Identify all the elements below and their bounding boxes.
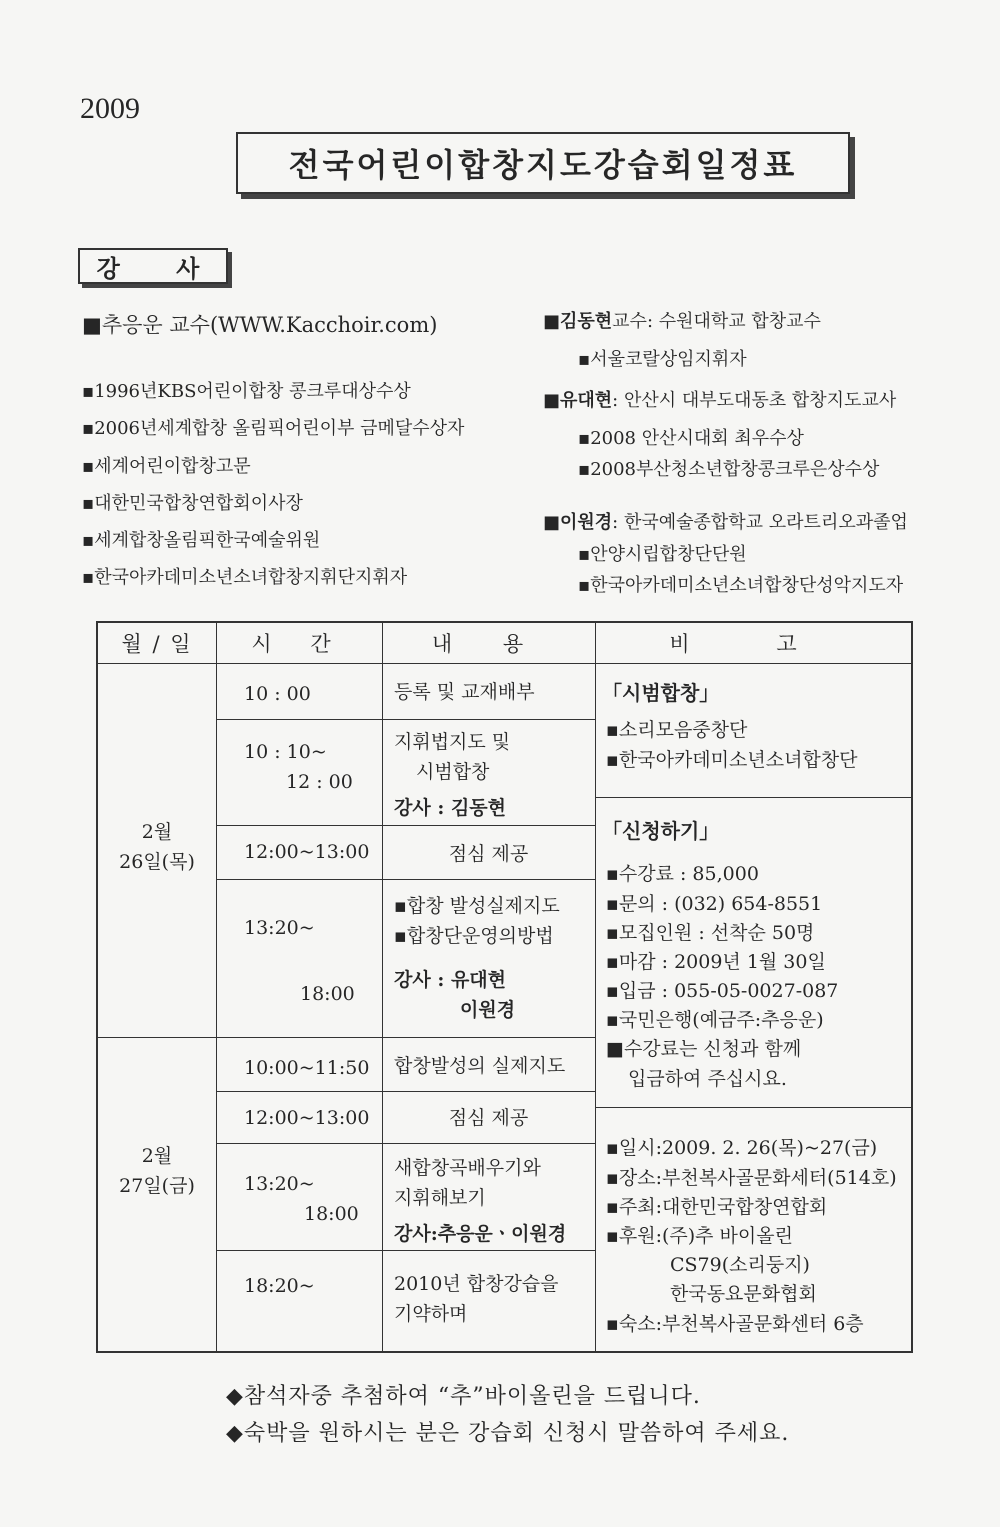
day1-month: 2월 (141, 821, 173, 843)
row-content: 등록 및 교재배부 (394, 681, 535, 703)
footer-note: ◆참석자중 추첨하여 “추”바이올린을 드립니다. (226, 1384, 701, 1409)
instructor1-name: ■추응운 교수(WWW.Kacchoir.com) (82, 313, 438, 337)
instructor2-name: ■김동현 (543, 311, 613, 332)
note-apply-line: 입금하여 주십시요. (628, 1068, 787, 1090)
footer-note: ◆숙박을 원하시는 분은 강습회 신청시 말씀하여 주세요. (226, 1421, 790, 1446)
header-date: 월 / 일 (121, 632, 193, 656)
note-apply-line: ▪국민은행(예금주:추응운) (606, 1009, 824, 1031)
row-time: 10 : 00 (244, 683, 311, 705)
instructor1-bullet: ▪2006년세계합창 올림픽어린이부 금메달수상자 (82, 418, 465, 439)
header-content: 내 용 (431, 632, 546, 656)
page-title: 전국어린이합창지도강습회일정표 (236, 132, 850, 194)
row-content: 점심 제공 (448, 1107, 529, 1129)
row-content: 새합창곡배우기와 (394, 1157, 541, 1179)
header-time: 시 간 (251, 632, 347, 656)
instructor4-bullet: ▪안양시립합창단단원 (578, 544, 747, 565)
row-time: 18:20~ (244, 1275, 315, 1297)
row-time: 10 : 10~ (244, 741, 327, 763)
row-time-end: 18:00 (304, 1203, 359, 1225)
instructor4-line (543, 508, 908, 534)
instructor1-bullet: ▪한국아카데미소년소녀합창지휘단지휘자 (82, 567, 408, 588)
note-demo-line: ▪소리모음중창단 (606, 719, 748, 741)
instructor3-line (543, 386, 896, 412)
note-apply-line: ▪입금 : 055-05-0027-087 (606, 980, 839, 1002)
note-demo-line: ▪한국아카데미소년소녀합창단 (606, 749, 858, 771)
instructor3-name: ■유대현 (543, 390, 613, 411)
note-info-line: 한국동요문화협회 (670, 1283, 817, 1305)
year: 2009 (80, 92, 140, 125)
note-info-line: ▪후원:(주)추 바이올린 (606, 1225, 793, 1247)
row-content: 기약하며 (394, 1303, 468, 1325)
row-time: 13:20~ (244, 1173, 315, 1195)
instructor2-desc: 교수: 수원대학교 합창교수 (612, 311, 821, 332)
instructor3-bullet: ▪2008부산청소년합창콩크루은상수상 (578, 459, 880, 480)
instructor4-desc: : 한국예술종합학교 오라트리오과졸업 (612, 512, 908, 533)
row-content: ▪합창 발성실제지도 (394, 895, 560, 917)
note-info-line: ▪숙소:부천복사골문화센터 6층 (606, 1313, 864, 1335)
row-content: 합창발성의 실제지도 (394, 1055, 566, 1077)
note-apply-line: ▪모집인원 : 선착순 50명 (606, 922, 815, 944)
instructor3-bullet: ▪2008 안산시대회 최우수상 (578, 428, 804, 449)
row-time: 13:20~ (244, 917, 315, 939)
instructor1-bullet: ▪1996년KBS어린이합창 콩크루대상수상 (82, 381, 411, 402)
note-apply-line: ▪문의 : (032) 654-8551 (606, 893, 823, 915)
row-instructor: 강사:추응운ㆍ이원경 (394, 1223, 567, 1245)
note-info-line: ▪장소:부천복사골문화세터(514호) (606, 1167, 897, 1189)
instructor2-line (543, 307, 821, 333)
row-time: 12:00~13:00 (244, 1107, 370, 1129)
row-content: 시범합창 (416, 761, 490, 783)
note-info-line: CS79(소리둥지) (670, 1254, 810, 1276)
row-time-end: 12 : 00 (286, 771, 353, 793)
note-info-line: ▪일시:2009. 2. 26(목)~27(금) (606, 1137, 878, 1159)
row-time-end: 18:00 (300, 983, 355, 1005)
instructor4-bullet: ▪한국아카데미소년소녀합창단성악지도자 (578, 575, 904, 596)
day2-month: 2월 (141, 1145, 173, 1167)
instructor1-bullet: ▪세계어린이합창고문 (82, 456, 251, 477)
note-info-line: ▪주최:대한민국합창연합회 (606, 1196, 828, 1218)
row-time: 12:00~13:00 (244, 841, 370, 863)
row-instructor: 강사 : 유대현 (394, 969, 507, 991)
row-time: 10:00~11:50 (244, 1057, 370, 1079)
header-note: 비 고 (669, 632, 837, 656)
instructor2-bullet: ▪서울코랄상임지휘자 (578, 349, 747, 370)
note-apply-line: ▪수강료 : 85,000 (606, 863, 759, 885)
row-instructor: 강사 : 김동현 (394, 797, 507, 819)
note-demo-title: 「시범합창」 (602, 683, 720, 705)
instructor1-bullet: ▪대한민국합창연합회이사장 (82, 493, 303, 514)
day1-date: 26일(목) (119, 851, 195, 873)
row-content: 지휘법지도 및 (394, 731, 511, 753)
instructor3-desc: : 안산시 대부도대동초 합창지도교사 (612, 390, 897, 411)
note-apply-line: ■수강료는 신청과 함께 (606, 1038, 802, 1060)
instructor1-bullet: ▪세계합창올림픽한국예술위원 (82, 530, 321, 551)
day2-date: 27일(금) (119, 1175, 195, 1197)
note-apply-title: 「신청하기」 (602, 821, 720, 843)
instructor4-name: ■이원경 (543, 512, 613, 533)
row-content: 점심 제공 (448, 843, 529, 865)
note-apply-line: ▪마감 : 2009년 1월 30일 (606, 951, 826, 973)
row-content: 지휘해보기 (394, 1187, 486, 1209)
row-content: 2010년 합창강습을 (394, 1273, 559, 1295)
row-instructor: 이원경 (460, 999, 516, 1021)
row-content: ▪합창단운영의방법 (394, 925, 554, 947)
instructors-label: 강 사 (78, 248, 228, 284)
schedule-table (96, 621, 913, 1353)
